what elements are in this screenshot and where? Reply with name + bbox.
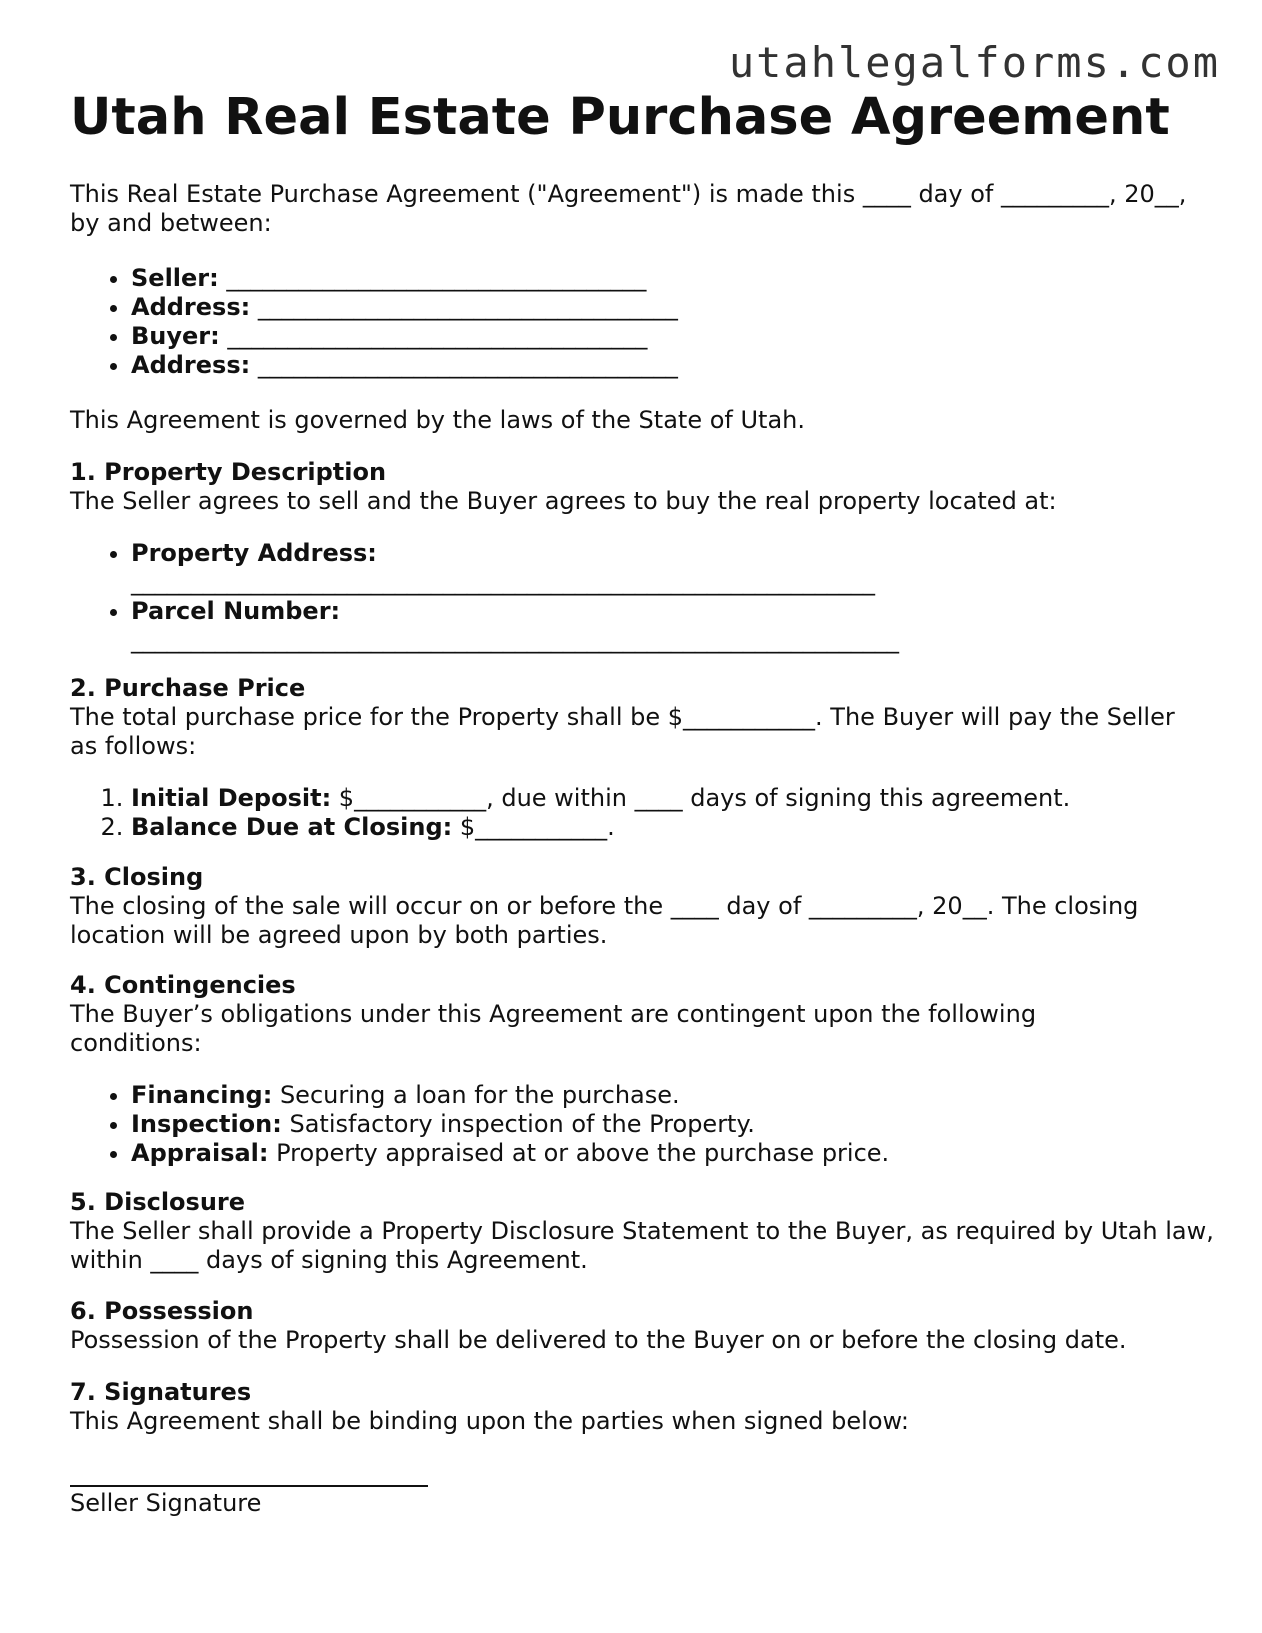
section-signatures [70, 1378, 1220, 1518]
list-item: • Appraisal: Property appraised at or above the purchase price. [131, 1139, 1220, 1168]
section-heading: 2. Purchase Price [70, 674, 306, 702]
section-text: This Agreement shall be binding upon the parties when signed below: [70, 1407, 909, 1435]
section-heading: 3. Closing [70, 863, 204, 891]
site-watermark: utahlegalforms.com [728, 38, 1220, 87]
section-contingencies [70, 971, 1220, 1168]
section-possession [70, 1297, 1220, 1355]
list-item: • Address: ___________________________________ [131, 351, 1262, 380]
section-text: The Seller agrees to sell and the Buyer agrees to buy the real property located at: [70, 487, 1057, 515]
list-item: • Financing: Securing a loan for the purchase. [131, 1081, 1220, 1110]
list-item: • Address: ___________________________________ [131, 293, 1262, 322]
section-heading: 4. Contingencies [70, 971, 296, 999]
intro-paragraph: This Real Estate Purchase Agreement ("Agreement") is made this ____ day of _________, 20__, by and between: [70, 180, 1187, 237]
section-heading: 1. Property Description [70, 458, 387, 486]
list-item: • Seller: ___________________________________ [131, 264, 1262, 293]
list-item: • Buyer: ___________________________________ [131, 322, 1262, 351]
list-item: 1. Initial Deposit: $___________, due within ____ days of signing this agreement. [131, 784, 1220, 813]
governing-law: This Agreement is governed by the laws of the State of Utah. [70, 406, 805, 434]
page-title: Utah Real Estate Purchase Agreement [70, 88, 1170, 147]
list-item: • Property Address: ______________________________________________________________ [131, 539, 1220, 597]
list-item: • Inspection: Satisfactory inspection of the Property. [131, 1110, 1220, 1139]
parties-list [70, 264, 1262, 380]
section-heading: 7. Signatures [70, 1378, 252, 1406]
section-purchase-price [70, 674, 1220, 842]
seller-signature-label: Seller Signature [70, 1489, 262, 1517]
section-text: The Seller shall provide a Property Disclosure Statement to the Buyer, as required by Utah law, within ____ days of signing this Agreement. [70, 1217, 1214, 1274]
section-heading: 5. Disclosure [70, 1188, 246, 1216]
list-item: • Parcel Number: ________________________________________________________________ [131, 597, 1220, 655]
section-text: Possession of the Property shall be delivered to the Buyer on or before the closing date. [70, 1326, 1127, 1354]
section-closing [70, 863, 1220, 950]
list-item: 2. Balance Due at Closing: $___________. [131, 813, 1220, 842]
seller-signature-line[interactable] [70, 1485, 428, 1487]
section-text: The Buyer’s obligations under this Agreement are contingent upon the following conditions: [70, 1000, 1037, 1057]
section-property-description [70, 458, 1220, 655]
section-disclosure [70, 1188, 1220, 1275]
section-text: The closing of the sale will occur on or before the ____ day of _________, 20__. The closing location will be agreed upon by both parties. [70, 892, 1139, 949]
section-heading: 6. Possession [70, 1297, 254, 1325]
section-text: The total purchase price for the Property shall be $___________. The Buyer will pay the Seller as follows: [70, 703, 1175, 760]
